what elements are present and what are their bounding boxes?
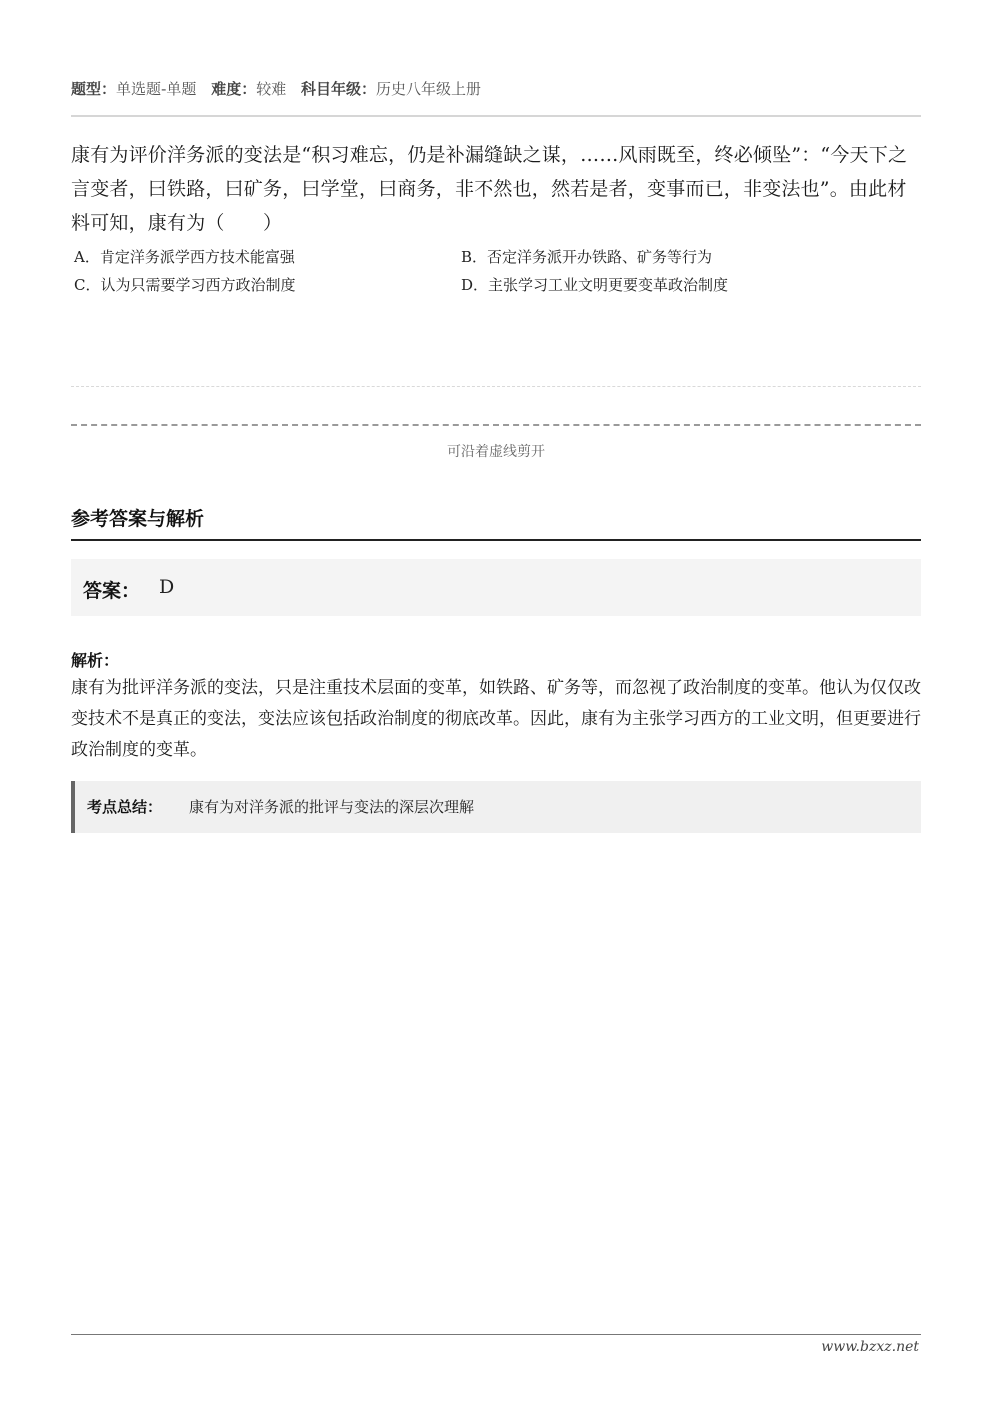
footer-divider	[71, 1334, 921, 1335]
question-stem: 康有为评价洋务派的变法是“积习难忘，仍是补漏缝缺之谋，……风雨既至，终必倾坠”：“今天下之言变者，曰铁路，曰矿务，曰学堂，曰商务，非不然也，然若是者，变事而已，非变法也”。由此材料可知，康有为（ ）	[71, 144, 908, 234]
cut-line	[71, 424, 921, 426]
summary-label: 考点总结：	[87, 798, 163, 816]
key-point-summary	[71, 781, 921, 833]
type-value: 单选题-单题	[116, 80, 197, 98]
option-d: D．主张学习工业文明更要变革政治制度	[461, 276, 729, 294]
light-dashed-divider	[71, 386, 921, 387]
difficulty-value: 较难	[256, 80, 287, 98]
type-label: 题型：	[71, 80, 117, 98]
footer-url: www.bzxz.net	[821, 1339, 919, 1355]
solution-section-title: 参考答案与解析	[71, 508, 205, 530]
answer-box	[71, 559, 921, 616]
meta-divider	[71, 115, 921, 117]
analysis-text: 康有为批评洋务派的变法，只是注重技术层面的变革，如铁路、矿务等，而忽视了政治制度的变革。他认为仅仅改变技术不是真正的变法，变法应该包括政治制度的彻底改革。因此，康有为主张学习西方的工业文明，但更要进行政治制度的变革。	[71, 678, 921, 760]
summary-value: 康有为对洋务派的批评与变法的深层次理解	[189, 798, 475, 816]
subject-value: 历史八年级上册	[376, 80, 482, 98]
question-meta	[71, 78, 491, 99]
subject-label: 科目年级：	[301, 80, 377, 98]
analysis-label: 解析：	[71, 651, 120, 670]
option-a: A．肯定洋务派学西方技术能富强	[74, 248, 295, 266]
solution-divider	[71, 539, 921, 541]
answer-value: D	[159, 576, 175, 598]
cut-hint: 可沿着虚线剪开	[447, 444, 545, 460]
answer-label: 答案：	[83, 580, 141, 602]
option-c: C．认为只需要学习西方政治制度	[74, 276, 296, 294]
difficulty-label: 难度：	[211, 80, 257, 98]
option-b: B．否定洋务派开办铁路、矿务等行为	[461, 248, 713, 266]
